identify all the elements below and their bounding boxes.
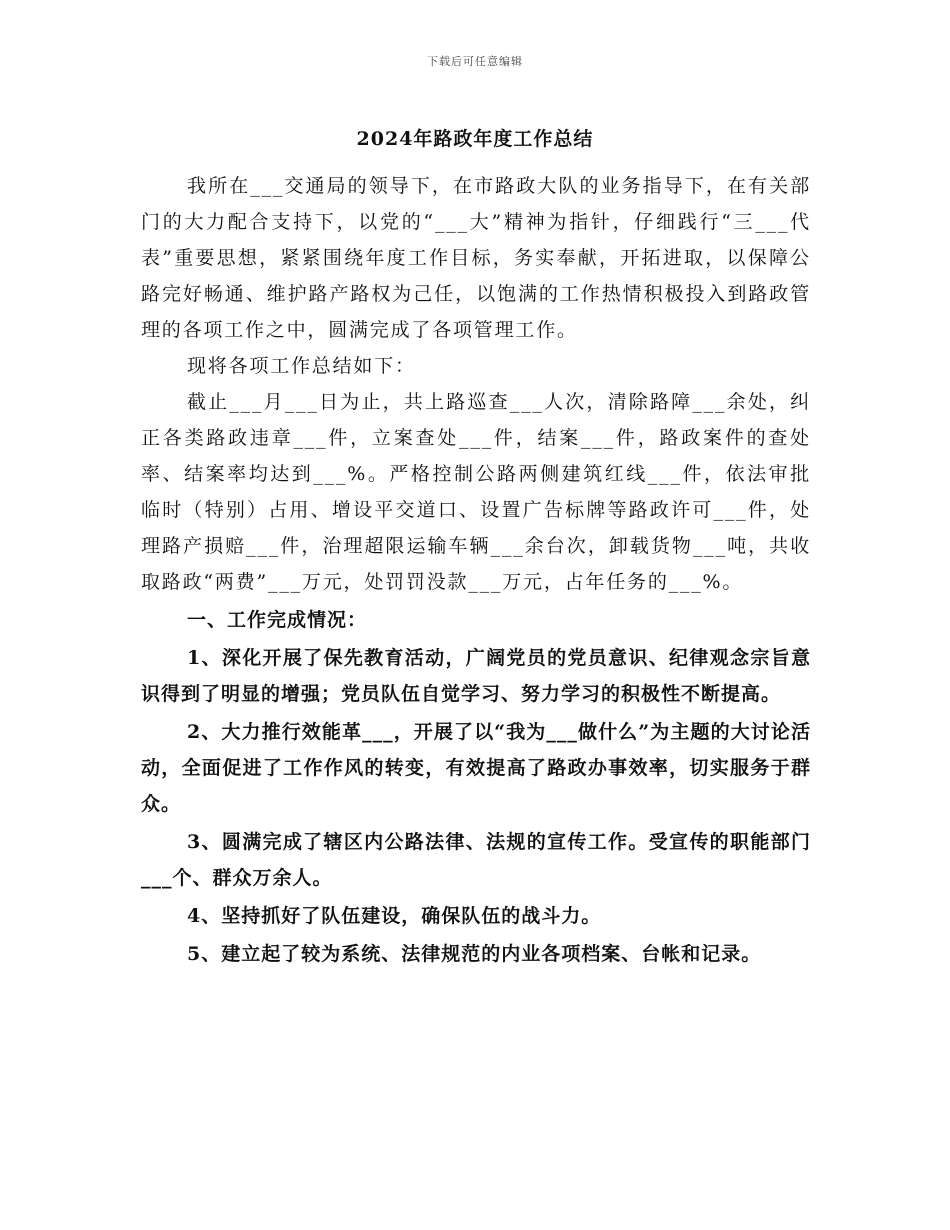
intro-paragraph: 我所在___交通局的领导下，在市路政大队的业务指导下，在有关部门的大力配合支持下，以党的“___大”精神为指针，仔细践行“三___代表”重要思想，紧紧围绕年度工作目标，务实奉献，开拓进取，以保障公路完好畅通、维护路产路权为己任，以饱满的工作热情积极投入到路政管理的各项工作之中，圆满完成了各项管理工作。: [141, 175, 811, 341]
summary-lead-paragraph: 现将各项工作总结如下：: [187, 355, 416, 377]
page-header-note: 下载后可任意编辑: [427, 55, 523, 68]
section-heading: 一、工作完成情况：: [187, 609, 368, 631]
list-item: 2、大力推行效能革___，开展了以“我为___做什么”为主题的大讨论活动，全面促进了工作作风的转变，有效提高了路政办事效率，切实服务于群众。: [141, 721, 811, 815]
list-item: 4、坚持抓好了队伍建设，确保队伍的战斗力。: [187, 905, 602, 927]
document-title: 2024年路政年度工作总结: [356, 128, 594, 150]
list-item: 1、深化开展了保先教育活动，广阔党员的党员意识、纪律观念宗旨意识得到了明显的增强；党员队伍自觉学习、努力学习的积极性不断提高。: [141, 647, 811, 705]
statistics-paragraph: 截止___月___日为止，共上路巡查___人次，清除路障___余处，纠正各类路政违章___件，立案查处___件，结案___件，路政案件的查处率、结案率均达到___%。严格控制公路两侧建筑红线___件，依法审批临时（特别）占用、增设平交道口、设置广告标牌等路政许可___件，处理路产损赔___件，治理超限运输车辆___余台次，卸载货物___吨，共收取路政“两费”___万元，处罚罚没款___万元，占年任务的___%。: [141, 391, 811, 593]
list-item: 3、圆满完成了辖区内公路法律、法规的宣传工作。受宣传的职能部门___个、群众万余人。: [141, 831, 811, 889]
list-item: 5、建立起了较为系统、法律规范的内业各项档案、台帐和记录。: [187, 943, 762, 965]
document-body: [141, 168, 811, 972]
